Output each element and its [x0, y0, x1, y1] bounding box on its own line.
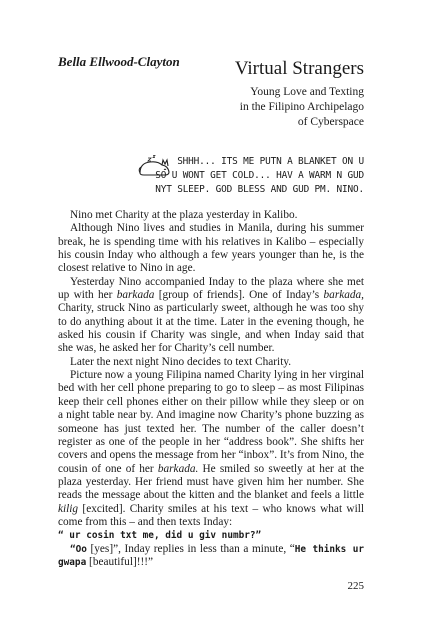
subtitle-line: of Cyberspace	[297, 116, 364, 128]
italic-term: barkada	[116, 289, 155, 302]
paragraph: Yesterday Nino accompanied Inday to the plaza where she met up with her barkada [group of friends]. One of Inday’s barkada, Charity, struck Nino as particularly sweet, although he was too shy to do anything about it at the time. Later in the evening though, he asked his cousin if Charity was single, and when Inday said that she was, he asked her for Charity’s cell number.	[58, 275, 364, 355]
italic-term: barkada,	[323, 289, 364, 302]
paragraph: Nino met Charity at the plaza yesterday in Kalibo.	[70, 209, 298, 221]
page-number: 225	[347, 580, 364, 592]
sms-inline: “Oo	[70, 543, 87, 555]
paragraph: Later the next night Nino decides to text Charity.	[70, 355, 292, 368]
paragraph: “Oo [yes]”, Inday replies in less than a minute, “He thinks ur gwapa [beautiful]!!!”	[58, 542, 364, 568]
author-name: Bella Ellwood-Clayton	[58, 54, 180, 69]
sms-inline: “ ur cosin txt me, did u giv numbr?”	[58, 530, 262, 542]
paragraph: Although Nino lives and studies in Manila, during his summer break, he is spending time with his relatives in Kalibo – especially his cousin Inday who although a few years younger than he, is the closest relative to Nino in age.	[58, 222, 364, 275]
italic-term: kilig	[58, 502, 79, 515]
sms-line: NYT SLEEP. GOD BLESS AND GUD PM. NINO.	[155, 184, 364, 195]
sms-inline: He thinks ur gwapa	[58, 543, 364, 568]
paragraph: Picture now a young Filipina named Charity lying in her virginal bed with her cell phone preparing to go to sleep – as most Filipinas keep their cell phones either on their pillow while they sleep or on a night table near by. And imagine now Charity’s phone buzzing as someone has just texted her. The number of the caller doesn’t register as one of the people in her “address book”. She shifts her covers and opens the message from her “inbox”. It’s from Nino, the cousin of one of her barkada. He smiled so sweetly at her at the plaza yesterday. Her friend must have given him her number. She reads the message about the kitten and the blanket and feels a little kilig [excited]. Charity smiles at his text – who knows what will come from this – and then texts Inday: “ ur cosin txt me, did u giv numbr?”	[58, 369, 365, 542]
chapter-title: Virtual Strangers	[234, 58, 364, 79]
italic-term: barkada.	[157, 462, 199, 475]
sms-line: SO U WONT GET COLD... HAV A WARM N GUD	[155, 170, 364, 181]
chapter-subtitle	[240, 85, 364, 130]
subtitle-line: Young Love and Texting	[250, 86, 364, 98]
sms-epigraph	[134, 155, 364, 197]
sleeping-cat-icon	[138, 155, 172, 177]
sms-line: SHHH... ITS ME PUTN A BLANKET ON U	[177, 156, 364, 167]
body-text	[58, 209, 364, 569]
subtitle-line: in the Filipino Archipelago	[239, 101, 364, 113]
